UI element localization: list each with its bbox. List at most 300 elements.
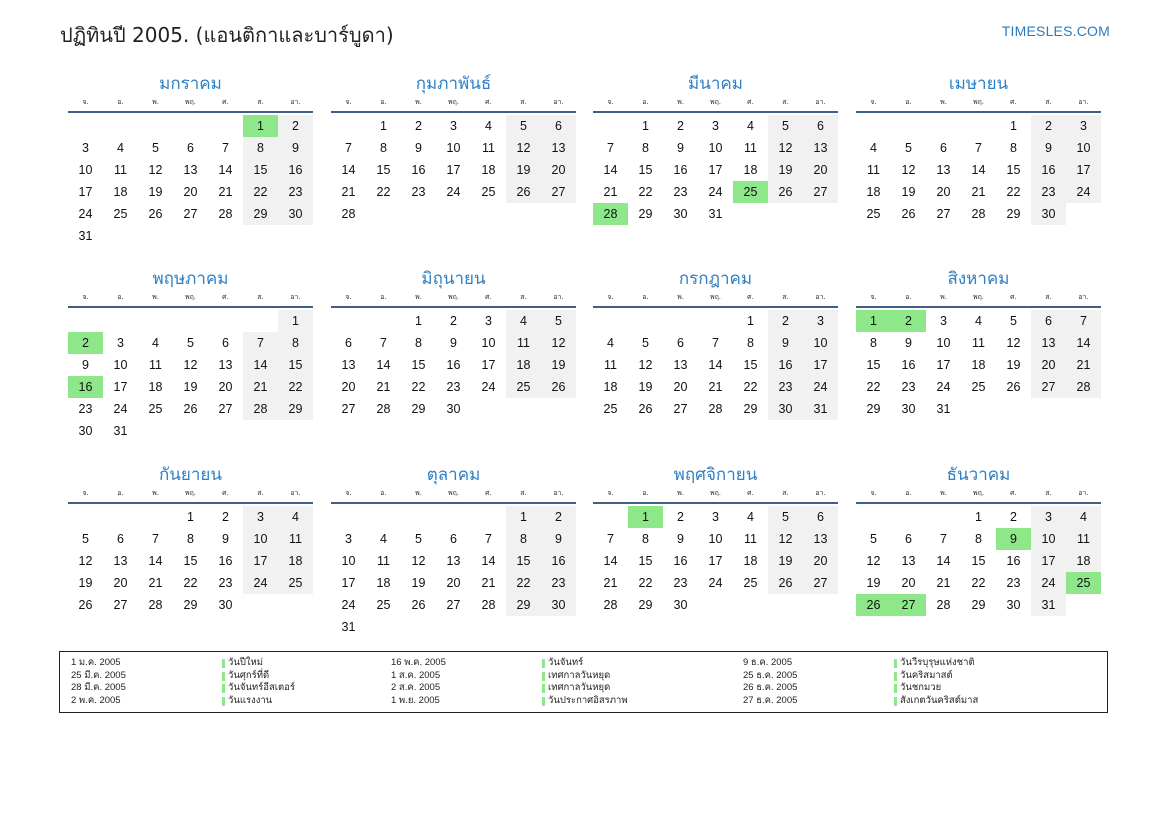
day-cell[interactable]: 5: [905, 141, 912, 155]
day-cell[interactable]: 15: [506, 550, 541, 572]
day-cell[interactable]: 7: [485, 532, 492, 546]
day-cell[interactable]: 26: [183, 402, 198, 416]
day-cell[interactable]: 13: [218, 358, 233, 372]
holiday-day-cell[interactable]: 16: [68, 376, 103, 398]
day-cell[interactable]: 15: [638, 554, 653, 568]
day-cell[interactable]: 14: [376, 358, 391, 372]
day-cell[interactable]: 21: [148, 576, 163, 590]
day-cell[interactable]: 9: [541, 528, 576, 550]
day-cell[interactable]: 31: [341, 620, 356, 634]
day-cell[interactable]: 9: [278, 137, 313, 159]
day-cell[interactable]: 25: [866, 207, 881, 221]
day-cell[interactable]: 29: [971, 598, 986, 612]
day-cell[interactable]: 12: [866, 554, 881, 568]
day-cell[interactable]: 10: [803, 332, 838, 354]
day-cell[interactable]: 16: [673, 163, 688, 177]
day-cell[interactable]: 3: [243, 506, 278, 528]
day-cell[interactable]: 18: [603, 380, 618, 394]
day-cell[interactable]: 15: [376, 163, 391, 177]
day-cell[interactable]: 21: [376, 380, 391, 394]
day-cell[interactable]: 26: [638, 402, 653, 416]
day-cell[interactable]: 2: [677, 119, 684, 133]
day-cell[interactable]: 15: [866, 358, 881, 372]
day-cell[interactable]: 13: [446, 554, 461, 568]
day-cell[interactable]: 4: [870, 141, 877, 155]
day-cell[interactable]: 12: [541, 332, 576, 354]
day-cell[interactable]: 21: [341, 185, 356, 199]
day-cell[interactable]: 27: [1031, 376, 1066, 398]
holiday-day-cell[interactable]: 1: [243, 115, 278, 137]
day-cell[interactable]: 2: [278, 115, 313, 137]
day-cell[interactable]: 17: [708, 163, 723, 177]
day-cell[interactable]: 11: [744, 141, 757, 155]
day-cell[interactable]: 15: [638, 163, 653, 177]
holiday-day-cell[interactable]: 27: [891, 594, 926, 616]
day-cell[interactable]: 4: [1066, 506, 1101, 528]
day-cell[interactable]: 26: [768, 181, 803, 203]
day-cell[interactable]: 7: [1066, 310, 1101, 332]
day-cell[interactable]: 16: [278, 159, 313, 181]
day-cell[interactable]: 28: [481, 598, 496, 612]
day-cell[interactable]: 7: [712, 336, 719, 350]
day-cell[interactable]: 29: [638, 598, 653, 612]
day-cell[interactable]: 3: [450, 119, 457, 133]
day-cell[interactable]: 22: [506, 572, 541, 594]
day-cell[interactable]: 3: [1066, 115, 1101, 137]
day-cell[interactable]: 5: [82, 532, 89, 546]
day-cell[interactable]: 20: [218, 380, 233, 394]
day-cell[interactable]: 30: [278, 203, 313, 225]
day-cell[interactable]: 23: [768, 376, 803, 398]
day-cell[interactable]: 25: [971, 380, 986, 394]
day-cell[interactable]: 5: [1010, 314, 1017, 328]
day-cell[interactable]: 2: [1031, 115, 1066, 137]
day-cell[interactable]: 13: [803, 137, 838, 159]
day-cell[interactable]: 22: [638, 576, 653, 590]
day-cell[interactable]: 28: [218, 207, 233, 221]
day-cell[interactable]: 23: [1006, 576, 1021, 590]
day-cell[interactable]: 13: [1031, 332, 1066, 354]
day-cell[interactable]: 11: [114, 163, 127, 177]
day-cell[interactable]: 10: [481, 336, 496, 350]
day-cell[interactable]: 11: [482, 141, 495, 155]
day-cell[interactable]: 21: [971, 185, 986, 199]
day-cell[interactable]: 22: [866, 380, 881, 394]
day-cell[interactable]: 4: [607, 336, 614, 350]
day-cell[interactable]: 23: [446, 380, 461, 394]
day-cell[interactable]: 9: [222, 532, 229, 546]
day-cell[interactable]: 10: [113, 358, 128, 372]
day-cell[interactable]: 9: [82, 358, 89, 372]
day-cell[interactable]: 22: [743, 380, 758, 394]
day-cell[interactable]: 2: [1010, 510, 1017, 524]
day-cell[interactable]: 26: [148, 207, 163, 221]
day-cell[interactable]: 29: [506, 594, 541, 616]
day-cell[interactable]: 12: [768, 137, 803, 159]
day-cell[interactable]: 7: [243, 332, 278, 354]
day-cell[interactable]: 14: [971, 163, 986, 177]
day-cell[interactable]: 28: [971, 207, 986, 221]
day-cell[interactable]: 27: [673, 402, 688, 416]
day-cell[interactable]: 6: [677, 336, 684, 350]
day-cell[interactable]: 15: [411, 358, 426, 372]
day-cell[interactable]: 11: [972, 336, 985, 350]
day-cell[interactable]: 6: [803, 115, 838, 137]
day-cell[interactable]: 18: [743, 163, 758, 177]
day-cell[interactable]: 20: [803, 159, 838, 181]
day-cell[interactable]: 17: [1066, 159, 1101, 181]
day-cell[interactable]: 28: [708, 402, 723, 416]
day-cell[interactable]: 1: [415, 314, 422, 328]
day-cell[interactable]: 29: [411, 402, 426, 416]
day-cell[interactable]: 18: [971, 358, 986, 372]
day-cell[interactable]: 13: [936, 163, 951, 177]
day-cell[interactable]: 4: [506, 310, 541, 332]
holiday-day-cell[interactable]: 25: [733, 181, 768, 203]
day-cell[interactable]: 5: [768, 506, 803, 528]
day-cell[interactable]: 27: [218, 402, 233, 416]
holiday-day-cell[interactable]: 9: [996, 528, 1031, 550]
day-cell[interactable]: 8: [506, 528, 541, 550]
day-cell[interactable]: 9: [677, 532, 684, 546]
holiday-day-cell[interactable]: 2: [891, 310, 926, 332]
day-cell[interactable]: 25: [506, 376, 541, 398]
day-cell[interactable]: 23: [901, 380, 916, 394]
day-cell[interactable]: 1: [278, 310, 313, 332]
day-cell[interactable]: 18: [506, 354, 541, 376]
day-cell[interactable]: 17: [243, 550, 278, 572]
day-cell[interactable]: 2: [541, 506, 576, 528]
day-cell[interactable]: 4: [117, 141, 124, 155]
day-cell[interactable]: 24: [803, 376, 838, 398]
day-cell[interactable]: 21: [218, 185, 233, 199]
day-cell[interactable]: 25: [603, 402, 618, 416]
day-cell[interactable]: 16: [768, 354, 803, 376]
day-cell[interactable]: 31: [113, 424, 128, 438]
day-cell[interactable]: 23: [673, 185, 688, 199]
day-cell[interactable]: 23: [218, 576, 233, 590]
day-cell[interactable]: 15: [743, 358, 758, 372]
day-cell[interactable]: 22: [638, 185, 653, 199]
day-cell[interactable]: 2: [677, 510, 684, 524]
day-cell[interactable]: 13: [341, 358, 356, 372]
day-cell[interactable]: 9: [768, 332, 803, 354]
day-cell[interactable]: 23: [673, 576, 688, 590]
day-cell[interactable]: 18: [376, 576, 391, 590]
site-link[interactable]: TIMESLES.COM: [1001, 23, 1110, 39]
day-cell[interactable]: 21: [603, 576, 618, 590]
day-cell[interactable]: 16: [1031, 159, 1066, 181]
day-cell[interactable]: 10: [708, 532, 723, 546]
day-cell[interactable]: 29: [278, 398, 313, 420]
day-cell[interactable]: 11: [377, 554, 390, 568]
day-cell[interactable]: 7: [607, 532, 614, 546]
day-cell[interactable]: 25: [481, 185, 496, 199]
day-cell[interactable]: 23: [1031, 181, 1066, 203]
day-cell[interactable]: 19: [183, 380, 198, 394]
day-cell[interactable]: 3: [485, 314, 492, 328]
day-cell[interactable]: 11: [867, 163, 880, 177]
day-cell[interactable]: 19: [78, 576, 93, 590]
day-cell[interactable]: 9: [415, 141, 422, 155]
day-cell[interactable]: 12: [1006, 336, 1021, 350]
day-cell[interactable]: 31: [78, 229, 93, 243]
day-cell[interactable]: 7: [345, 141, 352, 155]
day-cell[interactable]: 17: [936, 358, 951, 372]
day-cell[interactable]: 16: [541, 550, 576, 572]
day-cell[interactable]: 7: [975, 141, 982, 155]
day-cell[interactable]: 10: [341, 554, 356, 568]
day-cell[interactable]: 6: [905, 532, 912, 546]
day-cell[interactable]: 16: [1006, 554, 1021, 568]
day-cell[interactable]: 27: [113, 598, 128, 612]
day-cell[interactable]: 5: [506, 115, 541, 137]
day-cell[interactable]: 3: [940, 314, 947, 328]
day-cell[interactable]: 7: [607, 141, 614, 155]
day-cell[interactable]: 19: [1006, 358, 1021, 372]
day-cell[interactable]: 25: [113, 207, 128, 221]
day-cell[interactable]: 8: [870, 336, 877, 350]
day-cell[interactable]: 26: [541, 376, 576, 398]
day-cell[interactable]: 23: [78, 402, 93, 416]
day-cell[interactable]: 14: [603, 554, 618, 568]
day-cell[interactable]: 27: [183, 207, 198, 221]
day-cell[interactable]: 21: [243, 376, 278, 398]
day-cell[interactable]: 24: [708, 576, 723, 590]
day-cell[interactable]: 18: [866, 185, 881, 199]
day-cell[interactable]: 19: [866, 576, 881, 590]
day-cell[interactable]: 17: [113, 380, 128, 394]
day-cell[interactable]: 28: [603, 598, 618, 612]
day-cell[interactable]: 20: [803, 550, 838, 572]
day-cell[interactable]: 18: [148, 380, 163, 394]
day-cell[interactable]: 12: [901, 163, 916, 177]
day-cell[interactable]: 6: [541, 115, 576, 137]
day-cell[interactable]: 27: [803, 572, 838, 594]
holiday-day-cell[interactable]: 1: [856, 310, 891, 332]
day-cell[interactable]: 23: [411, 185, 426, 199]
day-cell[interactable]: 21: [1066, 354, 1101, 376]
day-cell[interactable]: 1: [747, 314, 754, 328]
day-cell[interactable]: 19: [638, 380, 653, 394]
day-cell[interactable]: 13: [113, 554, 128, 568]
day-cell[interactable]: 23: [278, 181, 313, 203]
day-cell[interactable]: 11: [278, 528, 313, 550]
day-cell[interactable]: 11: [149, 358, 162, 372]
day-cell[interactable]: 8: [187, 532, 194, 546]
day-cell[interactable]: 20: [673, 380, 688, 394]
day-cell[interactable]: 27: [541, 181, 576, 203]
day-cell[interactable]: 16: [446, 358, 461, 372]
day-cell[interactable]: 6: [222, 336, 229, 350]
day-cell[interactable]: 14: [936, 554, 951, 568]
day-cell[interactable]: 25: [743, 576, 758, 590]
day-cell[interactable]: 24: [446, 185, 461, 199]
day-cell[interactable]: 10: [78, 163, 93, 177]
day-cell[interactable]: 19: [901, 185, 916, 199]
day-cell[interactable]: 20: [541, 159, 576, 181]
day-cell[interactable]: 22: [278, 376, 313, 398]
day-cell[interactable]: 24: [1066, 181, 1101, 203]
day-cell[interactable]: 16: [218, 554, 233, 568]
day-cell[interactable]: 17: [708, 554, 723, 568]
day-cell[interactable]: 17: [341, 576, 356, 590]
day-cell[interactable]: 30: [78, 424, 93, 438]
day-cell[interactable]: 3: [1031, 506, 1066, 528]
day-cell[interactable]: 3: [712, 119, 719, 133]
day-cell[interactable]: 4: [485, 119, 492, 133]
day-cell[interactable]: 7: [222, 141, 229, 155]
day-cell[interactable]: 24: [708, 185, 723, 199]
day-cell[interactable]: 26: [411, 598, 426, 612]
day-cell[interactable]: 6: [1031, 310, 1066, 332]
day-cell[interactable]: 30: [901, 402, 916, 416]
day-cell[interactable]: 18: [278, 550, 313, 572]
day-cell[interactable]: 30: [673, 207, 688, 221]
day-cell[interactable]: 12: [638, 358, 653, 372]
day-cell[interactable]: 28: [243, 398, 278, 420]
day-cell[interactable]: 3: [82, 141, 89, 155]
day-cell[interactable]: 6: [940, 141, 947, 155]
day-cell[interactable]: 18: [1066, 550, 1101, 572]
day-cell[interactable]: 20: [341, 380, 356, 394]
day-cell[interactable]: 28: [936, 598, 951, 612]
day-cell[interactable]: 28: [148, 598, 163, 612]
day-cell[interactable]: 20: [901, 576, 916, 590]
day-cell[interactable]: 30: [673, 598, 688, 612]
day-cell[interactable]: 3: [117, 336, 124, 350]
day-cell[interactable]: 1: [975, 510, 982, 524]
day-cell[interactable]: 2: [222, 510, 229, 524]
day-cell[interactable]: 9: [1031, 137, 1066, 159]
day-cell[interactable]: 27: [446, 598, 461, 612]
day-cell[interactable]: 26: [768, 572, 803, 594]
day-cell[interactable]: 6: [117, 532, 124, 546]
holiday-day-cell[interactable]: 1: [628, 506, 663, 528]
day-cell[interactable]: 24: [78, 207, 93, 221]
day-cell[interactable]: 29: [183, 598, 198, 612]
day-cell[interactable]: 4: [278, 506, 313, 528]
day-cell[interactable]: 1: [380, 119, 387, 133]
day-cell[interactable]: 12: [148, 163, 163, 177]
day-cell[interactable]: 26: [901, 207, 916, 221]
day-cell[interactable]: 3: [712, 510, 719, 524]
day-cell[interactable]: 29: [638, 207, 653, 221]
day-cell[interactable]: 6: [345, 336, 352, 350]
day-cell[interactable]: 18: [113, 185, 128, 199]
day-cell[interactable]: 19: [411, 576, 426, 590]
day-cell[interactable]: 26: [78, 598, 93, 612]
day-cell[interactable]: 1: [1010, 119, 1017, 133]
day-cell[interactable]: 9: [677, 141, 684, 155]
day-cell[interactable]: 16: [901, 358, 916, 372]
day-cell[interactable]: 12: [411, 554, 426, 568]
day-cell[interactable]: 12: [506, 137, 541, 159]
day-cell[interactable]: 12: [768, 528, 803, 550]
day-cell[interactable]: 15: [243, 159, 278, 181]
day-cell[interactable]: 28: [341, 207, 356, 221]
day-cell[interactable]: 1: [642, 119, 649, 133]
holiday-day-cell[interactable]: 2: [68, 332, 103, 354]
day-cell[interactable]: 5: [768, 115, 803, 137]
day-cell[interactable]: 14: [148, 554, 163, 568]
day-cell[interactable]: 28: [376, 402, 391, 416]
day-cell[interactable]: 28: [1066, 376, 1101, 398]
day-cell[interactable]: 7: [152, 532, 159, 546]
day-cell[interactable]: 17: [803, 354, 838, 376]
day-cell[interactable]: 14: [603, 163, 618, 177]
day-cell[interactable]: 13: [673, 358, 688, 372]
day-cell[interactable]: 14: [341, 163, 356, 177]
day-cell[interactable]: 24: [936, 380, 951, 394]
day-cell[interactable]: 12: [78, 554, 93, 568]
day-cell[interactable]: 8: [747, 336, 754, 350]
day-cell[interactable]: 13: [183, 163, 198, 177]
day-cell[interactable]: 19: [768, 159, 803, 181]
day-cell[interactable]: 24: [113, 402, 128, 416]
day-cell[interactable]: 5: [415, 532, 422, 546]
day-cell[interactable]: 16: [411, 163, 426, 177]
day-cell[interactable]: 14: [243, 354, 278, 376]
day-cell[interactable]: 2: [415, 119, 422, 133]
day-cell[interactable]: 23: [541, 572, 576, 594]
day-cell[interactable]: 7: [940, 532, 947, 546]
holiday-day-cell[interactable]: 26: [856, 594, 891, 616]
day-cell[interactable]: 8: [975, 532, 982, 546]
day-cell[interactable]: 10: [446, 141, 461, 155]
holiday-day-cell[interactable]: 28: [593, 203, 628, 225]
day-cell[interactable]: 21: [936, 576, 951, 590]
day-cell[interactable]: 22: [411, 380, 426, 394]
day-cell[interactable]: 5: [870, 532, 877, 546]
holiday-day-cell[interactable]: 25: [1066, 572, 1101, 594]
day-cell[interactable]: 4: [380, 532, 387, 546]
day-cell[interactable]: 31: [1031, 594, 1066, 616]
day-cell[interactable]: 20: [183, 185, 198, 199]
day-cell[interactable]: 18: [743, 554, 758, 568]
day-cell[interactable]: 8: [642, 532, 649, 546]
day-cell[interactable]: 24: [1031, 572, 1066, 594]
day-cell[interactable]: 4: [975, 314, 982, 328]
day-cell[interactable]: 21: [481, 576, 496, 590]
day-cell[interactable]: 30: [218, 598, 233, 612]
day-cell[interactable]: 20: [936, 185, 951, 199]
day-cell[interactable]: 31: [936, 402, 951, 416]
day-cell[interactable]: 19: [148, 185, 163, 199]
day-cell[interactable]: 30: [446, 402, 461, 416]
day-cell[interactable]: 19: [506, 159, 541, 181]
day-cell[interactable]: 8: [278, 332, 313, 354]
day-cell[interactable]: 12: [183, 358, 198, 372]
day-cell[interactable]: 27: [341, 402, 356, 416]
day-cell[interactable]: 31: [708, 207, 723, 221]
day-cell[interactable]: 8: [642, 141, 649, 155]
day-cell[interactable]: 8: [415, 336, 422, 350]
day-cell[interactable]: 17: [481, 358, 496, 372]
day-cell[interactable]: 17: [446, 163, 461, 177]
day-cell[interactable]: 22: [376, 185, 391, 199]
day-cell[interactable]: 24: [243, 572, 278, 594]
day-cell[interactable]: 30: [1031, 203, 1066, 225]
day-cell[interactable]: 10: [1031, 528, 1066, 550]
day-cell[interactable]: 30: [768, 398, 803, 420]
day-cell[interactable]: 19: [541, 354, 576, 376]
day-cell[interactable]: 29: [866, 402, 881, 416]
day-cell[interactable]: 13: [803, 528, 838, 550]
day-cell[interactable]: 24: [481, 380, 496, 394]
day-cell[interactable]: 22: [971, 576, 986, 590]
day-cell[interactable]: 4: [152, 336, 159, 350]
